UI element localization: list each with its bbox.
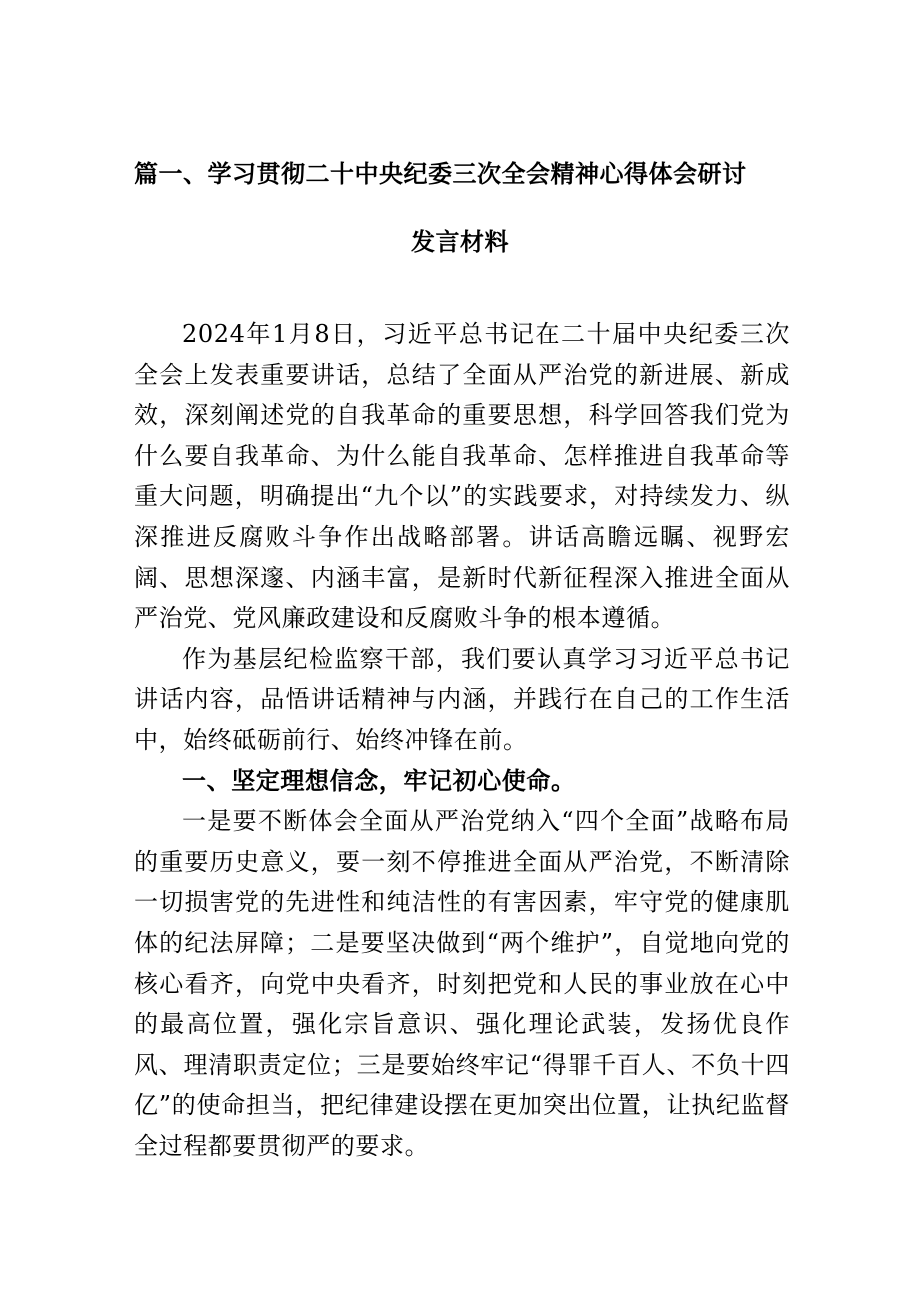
section-paragraph: 一是要不断体会全面从严治党纳入“四个全面”战略布局的重要历史意义，要一刻不停推进全面从严治党，不断清除一切损害党的先进性和纯洁性的有害因素，牢守党的健康肌体的纪法屏障；二是要坚决做到“两个维护”，自觉地向党的核心看齐，向党中央看齐，时刻把党和人民的事业放在心中的最高位置，强化宗旨意识、强化理论武装，发扬优良作风、理清职责定位；三是要始终牢记“得罪千百人、不负十四亿”的使命担当，把纪律建设摆在更加突出位置，让执纪监督全过程都要贯彻严的要求。: [134, 807, 790, 1160]
role-paragraph: 作为基层纪检监察干部，我们要认真学习习近平总书记讲话内容，品悟讲话精神与内涵，并践行在自己的工作生活中，始终砥砺前行、始终冲锋在前。: [134, 644, 790, 754]
intro-paragraph: 2024年1月8日，习近平总书记在二十届中央纪委三次全会上发表重要讲话，总结了全面从严治党的新进展、新成效，深刻阐述党的自我革命的重要思想，科学回答我们党为什么要自我革命、为什么能自我革命、怎样推进自我革命等重大问题，明确提出“九个以”的实践要求，对持续发力、纵深推进反腐败斗争作出战略部署。讲话高瞻远瞩、视野宏阔、思想深邃、内涵丰富，是新时代新征程深入推进全面从严治党、党风廉政建设和反腐败斗争的根本遵循。: [134, 320, 790, 633]
document-title-line-2: 发言材料: [411, 227, 509, 256]
document-body: [134, 314, 790, 1166]
section-heading: 一、坚定理想信念，牢记初心使命。: [182, 765, 576, 795]
document-title-line-1: 篇一、学习贯彻二十中央纪委三次全会精神心得体会研讨: [134, 159, 747, 188]
